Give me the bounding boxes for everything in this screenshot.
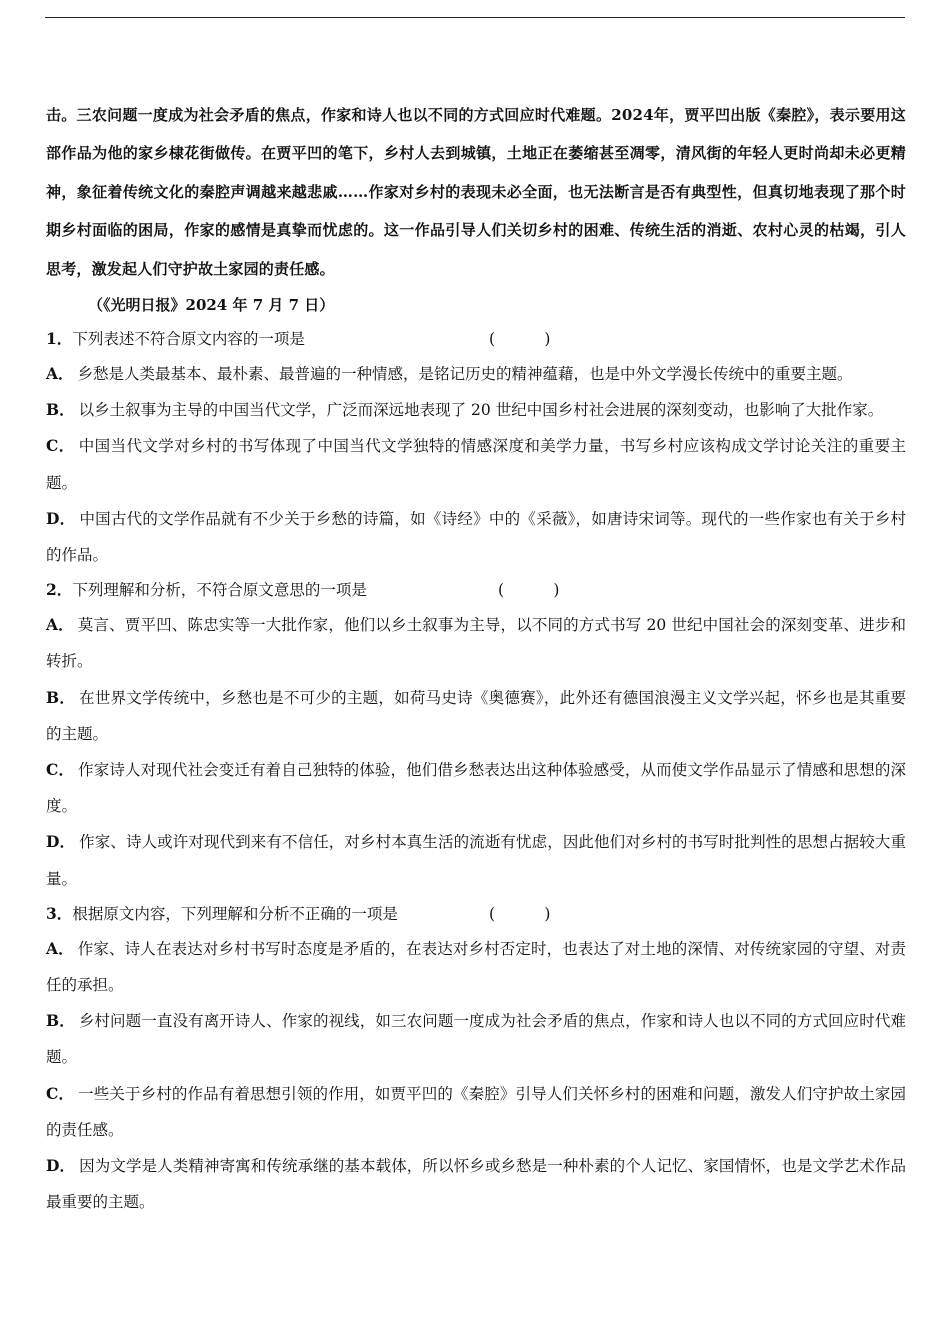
option-letter: C． <box>46 1083 75 1103</box>
option-d <box>46 501 906 573</box>
option-letter: A． <box>46 364 74 384</box>
option-letter: D． <box>46 832 76 852</box>
option-text: 莫言、贾平凹、陈忠实等一大批作家，他们以乡土叙事为主导，以不同的方式书写 20 世纪中国社会的深刻变革、进步和转折。 <box>46 616 906 671</box>
option-list <box>46 607 906 897</box>
option-letter: D． <box>46 508 76 528</box>
option-c <box>46 428 906 500</box>
option-list <box>46 356 906 573</box>
option-c <box>46 752 906 824</box>
question-text: 下列表述不符合原文内容的一项是 <box>72 330 305 349</box>
option-letter: B． <box>46 400 75 420</box>
passage-source: （《光明日报》2024 年 7 月 7 日） <box>88 296 335 315</box>
question-number: 1 <box>46 329 57 349</box>
question-2 <box>46 573 906 897</box>
passage-text: 击。三农问题一度成为社会矛盾的焦点，作家和诗人也以不同的方式回应时代难题。2024年，贾平凹出版《秦腔》，表示要用这部作品为他的家乡棣花街做传。在贾平凹的笔下，乡村人去到城镇，土地正在萎缩甚至凋零，清风街的年轻人更时尚却未必更精神，象征着传统文化的秦腔声调越来越悲戚……作家对乡村的表现未必全面，也无法断言是否有典型性，但真切地表现了那个时期乡村面临的困局，作家的感情是真挚而忧虑的。这一作品引导人们关切乡村的困难、传统生活的消逝、农村心灵的枯竭，引人思考，激发起人们守护故土家园的责任感。 <box>46 106 906 278</box>
option-b <box>46 680 906 752</box>
option-letter: B． <box>46 1011 75 1031</box>
option-text: 乡村问题一直没有离开诗人、作家的视线，如三农问题一度成为社会矛盾的焦点，作家和诗人也以不同的方式回应时代难题。 <box>46 1012 906 1067</box>
question-stem: 1．下列表述不符合原文内容的一项是 ( ) <box>46 322 906 356</box>
option-a <box>46 607 906 679</box>
option-a <box>46 931 906 1003</box>
option-d <box>46 1148 906 1220</box>
option-text: 中国古代的文学作品就有不少关于乡愁的诗篇，如《诗经》中的《采薇》，如唐诗宋词等。现代的一些作家也有关于乡村的作品。 <box>46 509 906 565</box>
top-rule <box>45 17 905 18</box>
option-text: 在世界文学传统中，乡愁也是不可少的主题，如荷马史诗《奥德赛》，此外还有德国浪漫主义文学兴起，怀乡也是其重要的主题。 <box>46 688 906 743</box>
option-letter: A． <box>46 615 74 635</box>
option-text: 因为文学是人类精神寄寓和传统承继的基本载体，所以怀乡或乡愁是一种朴素的个人记忆、家国情怀，也是文学艺术作品最重要的主题。 <box>46 1157 906 1212</box>
option-letter: C． <box>46 760 75 780</box>
option-letter: A． <box>46 938 74 958</box>
option-text: 以乡土叙事为主导的中国当代文学，广泛而深远地表现了 20 世纪中国乡村社会进展的深刻变动，也影响了大批作家。 <box>78 401 884 420</box>
question-number: 2 <box>46 580 57 600</box>
question-stem: 3．根据原文内容，下列理解和分析不正确的一项是 ( ) <box>46 897 906 931</box>
question-number: 3 <box>46 903 57 923</box>
option-text: 作家、诗人在表达对乡村书写时态度是矛盾的，在表达对乡村否定时，也表达了对土地的深情、对传统家园的守望、对责任的承担。 <box>46 939 906 995</box>
question-3 <box>46 897 906 1221</box>
question-stem: 2．下列理解和分析，不符合原文意思的一项是 ( ) <box>46 573 906 607</box>
option-text: 乡愁是人类最基本、最朴素、最普遍的一种情感，是铭记历史的精神蕴藉，也是中外文学漫长传统中的重要主题。 <box>77 365 853 384</box>
question-text: 根据原文内容，下列理解和分析不正确的一项是 <box>72 904 398 923</box>
document-body <box>46 96 906 1221</box>
option-letter: D． <box>46 1156 76 1176</box>
option-d <box>46 824 906 896</box>
option-letter: B． <box>46 687 76 707</box>
option-text: 作家、诗人或许对现代到来有不信任，对乡村本真生活的流逝有忧虑，因此他们对乡村的书写时批判性的思想占据较大重量。 <box>46 833 906 888</box>
answer-blank: ( ) <box>498 581 560 600</box>
option-b <box>46 392 906 428</box>
option-list <box>46 931 906 1221</box>
option-b <box>46 1003 906 1075</box>
option-text: 作家诗人对现代社会变迁有着自己独特的体验，他们借乡愁表达出这种体验感受，从而使文学作品显示了情感和思想的深度。 <box>46 761 906 816</box>
option-letter: C． <box>46 436 75 456</box>
answer-blank: ( ) <box>489 904 551 923</box>
question-text: 下列理解和分析，不符合原文意思的一项是 <box>72 581 367 600</box>
option-c <box>46 1076 906 1148</box>
option-text: 一些关于乡村的作品有着思想引领的作用，如贾平凹的《秦腔》引导人们关怀乡村的困难和问题，激发人们守护故土家园的责任感。 <box>46 1084 906 1139</box>
option-text: 中国当代文学对乡村的书写体现了中国当代文学独特的情感深度和美学力量，书写乡村应该构成文学讨论关注的重要主题。 <box>46 437 906 492</box>
answer-blank: ( ) <box>489 330 551 349</box>
passage <box>46 96 906 288</box>
question-1 <box>46 322 906 573</box>
option-a <box>46 356 906 392</box>
